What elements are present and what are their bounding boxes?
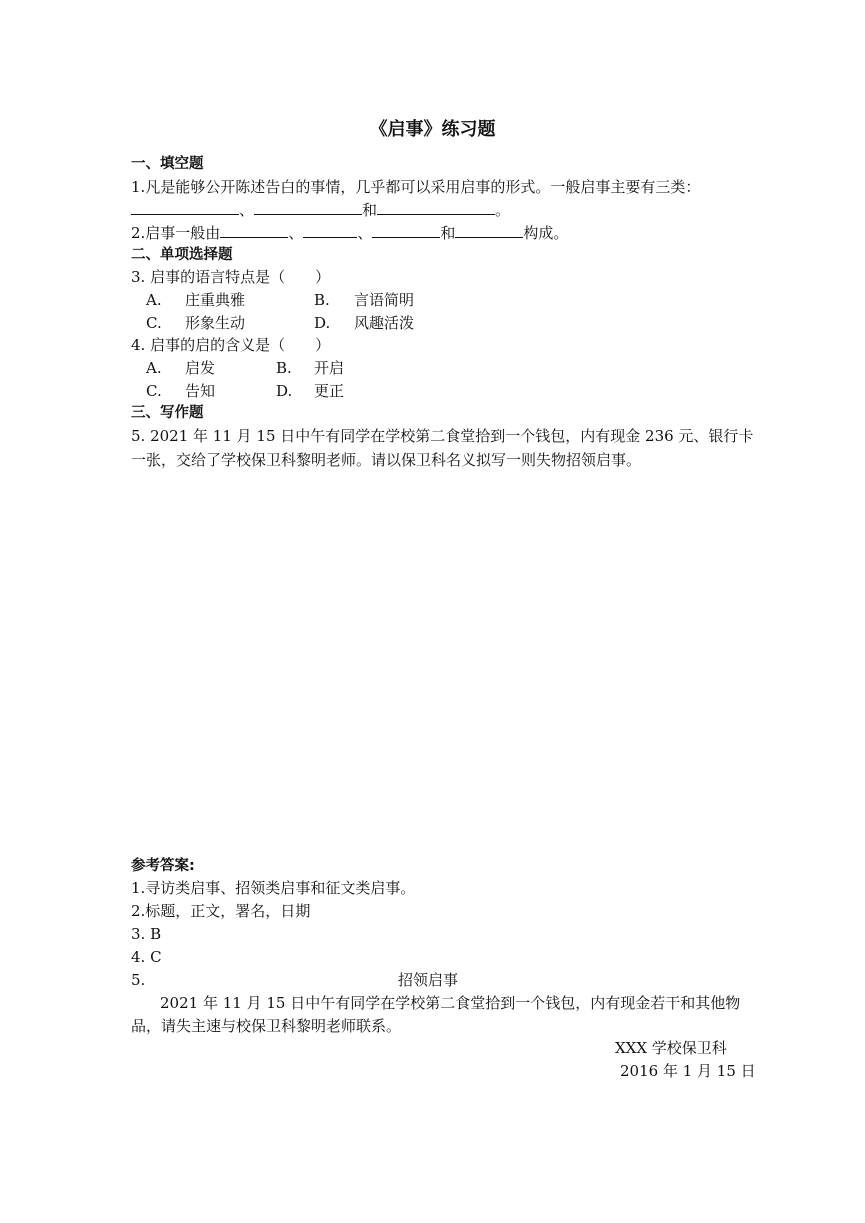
page-title: 《启事》练习题 (369, 119, 496, 140)
question-1-blanks (131, 200, 510, 220)
section-heading-writing: 三、写作题 (131, 405, 204, 421)
terminator: 构成。 (523, 224, 569, 242)
separator: 和 (440, 224, 456, 242)
answer-blank[interactable] (220, 223, 288, 238)
notice-title: 招领启事 (398, 971, 459, 989)
option-text[interactable]: 启发 (185, 359, 216, 377)
section-heading-fill-blank: 一、填空题 (131, 156, 204, 172)
answer-blank[interactable] (303, 223, 357, 238)
question-5-line-2: 一张，交给了学校保卫科黎明老师。请以保卫科名义拟写一则失物招领启事。 (131, 451, 642, 469)
question-4-stem: 4. 启事的启的含义是（ ） (131, 336, 331, 354)
question-5-line-1: 5. 2021 年 11 月 15 日中午有同学在学校第二食堂拾到一个钱包，内有现金 236 元、银行卡 (131, 427, 754, 445)
notice-signature: XXX 学校保卫科 (615, 1039, 727, 1057)
separator: 、 (288, 224, 304, 242)
option-text[interactable]: 告知 (185, 382, 216, 400)
option-letter: B. (276, 359, 292, 377)
terminator: 。 (495, 201, 511, 219)
option-letter: C. (146, 382, 162, 400)
answer-5-number: 5. (131, 971, 146, 989)
answer-blank[interactable] (455, 223, 523, 238)
option-text[interactable]: 形象生动 (185, 314, 246, 332)
answer-blank[interactable] (131, 200, 239, 215)
answer-2: 2.标题，正文，署名，日期 (131, 902, 311, 920)
answer-3: 3. B (131, 925, 162, 943)
question-1-text: 1.凡是能够公开陈述告白的事情，几乎都可以采用启事的形式。一般启事主要有三类： (131, 178, 701, 196)
option-letter: D. (314, 314, 331, 332)
answer-blank[interactable] (377, 200, 495, 215)
option-text[interactable]: 更正 (314, 382, 345, 400)
option-letter: A. (146, 291, 162, 309)
option-text[interactable]: 庄重典雅 (185, 291, 246, 309)
question-2-prefix: 2.启事一般由 (131, 224, 221, 242)
option-text[interactable]: 言语简明 (354, 291, 415, 309)
answer-blank[interactable] (254, 200, 362, 215)
option-letter: D. (276, 382, 293, 400)
option-letter: C. (146, 314, 162, 332)
notice-body-line-1: 2021 年 11 月 15 日中午有同学在学校第二食堂拾到一个钱包，内有现金若干和其他物 (160, 994, 741, 1012)
notice-body-line-2: 品，请失主速与校保卫科黎明老师联系。 (131, 1017, 402, 1035)
option-letter: A. (146, 359, 162, 377)
answer-blank[interactable] (372, 223, 440, 238)
separator: 、 (357, 224, 373, 242)
answer-1: 1.寻访类启事、招领类启事和征文类启事。 (131, 879, 416, 897)
question-3-stem: 3. 启事的语言特点是（ ） (131, 268, 331, 286)
separator: 、 (239, 201, 255, 219)
question-2-line (131, 223, 568, 243)
option-text[interactable]: 开启 (314, 359, 345, 377)
answers-heading: 参考答案: (131, 858, 195, 874)
separator: 和 (362, 201, 378, 219)
option-text[interactable]: 风趣活泼 (354, 314, 415, 332)
section-heading-single-choice: 二、单项选择题 (131, 247, 233, 263)
notice-date: 2016 年 1 月 15 日 (620, 1062, 756, 1080)
option-letter: B. (314, 291, 330, 309)
answer-4: 4. C (131, 948, 162, 966)
